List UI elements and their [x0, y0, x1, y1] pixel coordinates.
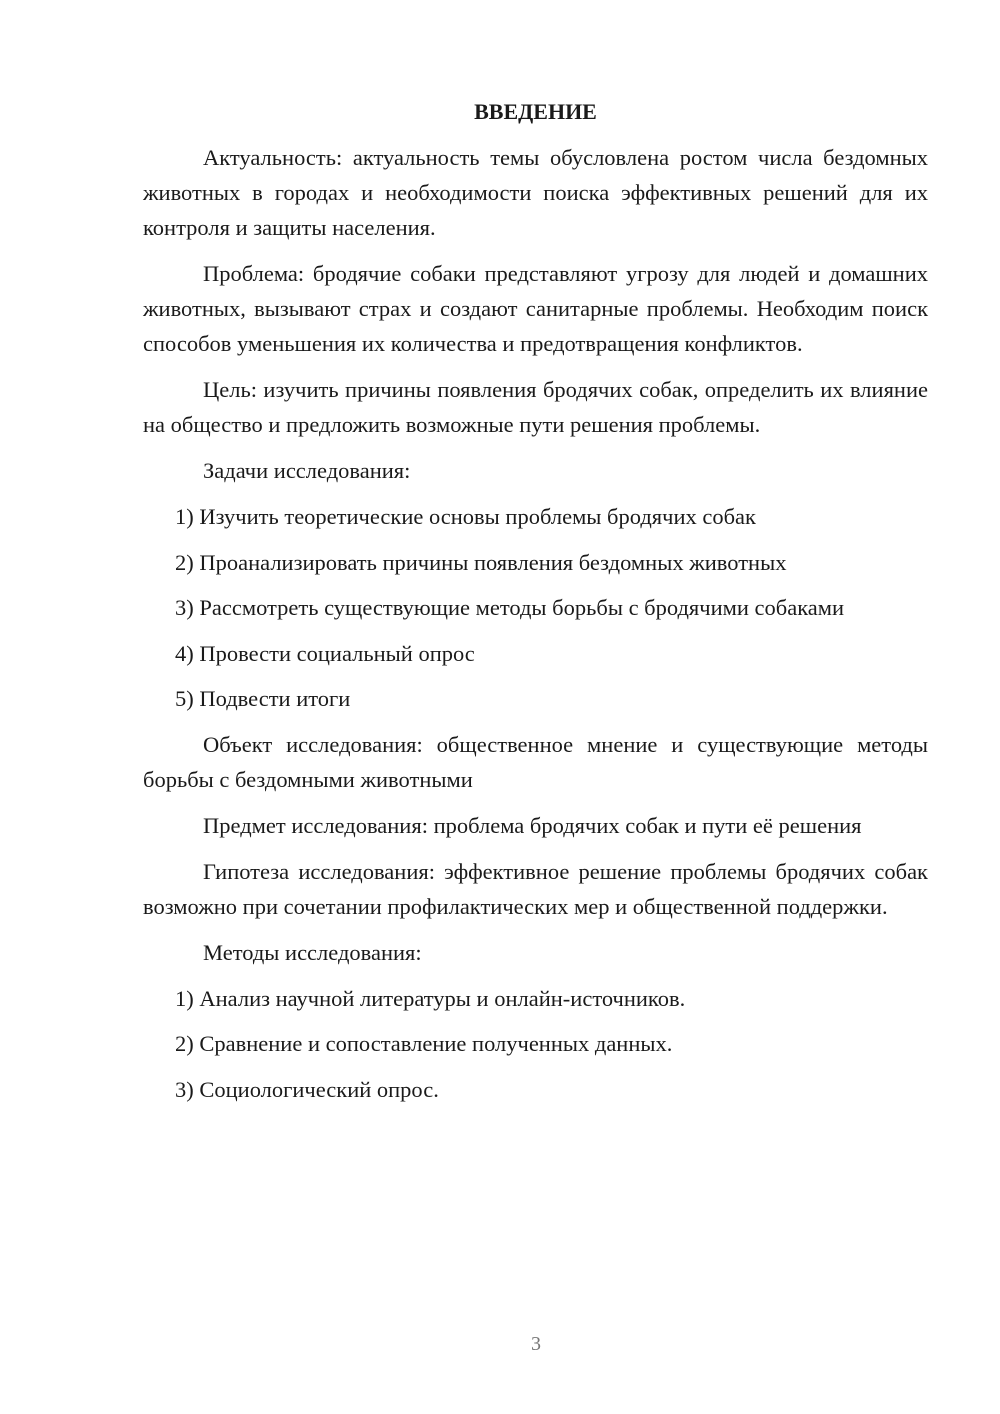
- list-item: 5) Подвести итоги: [175, 686, 351, 711]
- page-number: 3: [531, 1333, 541, 1355]
- object-paragraph: Объект исследования: общественное мнение и существующие методы борьбы с бездомными животными: [143, 731, 928, 792]
- document-body: [143, 94, 928, 1117]
- subject-paragraph: Предмет исследования: проблема бродячих собак и пути её решения: [203, 812, 862, 838]
- goal-paragraph: Цель: изучить причины появления бродячих собак, определить их влияние на общество и предложить возможные пути решения проблемы.: [143, 377, 928, 437]
- page-title: ВВЕДЕНИЕ: [474, 99, 597, 124]
- list-item: 1) Изучить теоретические основы проблемы бродячих собак: [175, 504, 756, 529]
- tasks-list: [143, 499, 928, 716]
- methods-label: Методы исследования:: [203, 939, 422, 965]
- list-item: 3) Рассмотреть существующие методы борьбы с бродячими собаками: [175, 595, 845, 620]
- hypothesis-paragraph: Гипотеза исследования: эффективное решение проблемы бродячих собак возможно при сочетании профилактических мер и общественной поддержки.: [143, 858, 928, 919]
- list-item: 3) Социологический опрос.: [175, 1076, 439, 1102]
- list-item: 4) Провести социальный опрос: [175, 640, 475, 666]
- methods-list: [143, 981, 928, 1107]
- list-item: 2) Проанализировать причины появления бездомных животных: [175, 549, 787, 575]
- list-item: 2) Сравнение и сопоставление полученных данных.: [175, 1031, 673, 1056]
- tasks-label: Задачи исследования:: [203, 458, 411, 483]
- list-item: 1) Анализ научной литературы и онлайн-источников.: [175, 985, 686, 1011]
- problem-paragraph: Проблема: бродячие собаки представляют угрозу для людей и домашних животных, вызывают страх и создают санитарные проблемы. Необходим поиск способов уменьшения их количества и предотвращения конфликтов.: [143, 261, 928, 356]
- relevance-paragraph: Актуальность: актуальность темы обусловлена ростом числа бездомных животных в городах и необходимости поиска эффективных решений для их контроля и защиты населения.: [143, 145, 928, 240]
